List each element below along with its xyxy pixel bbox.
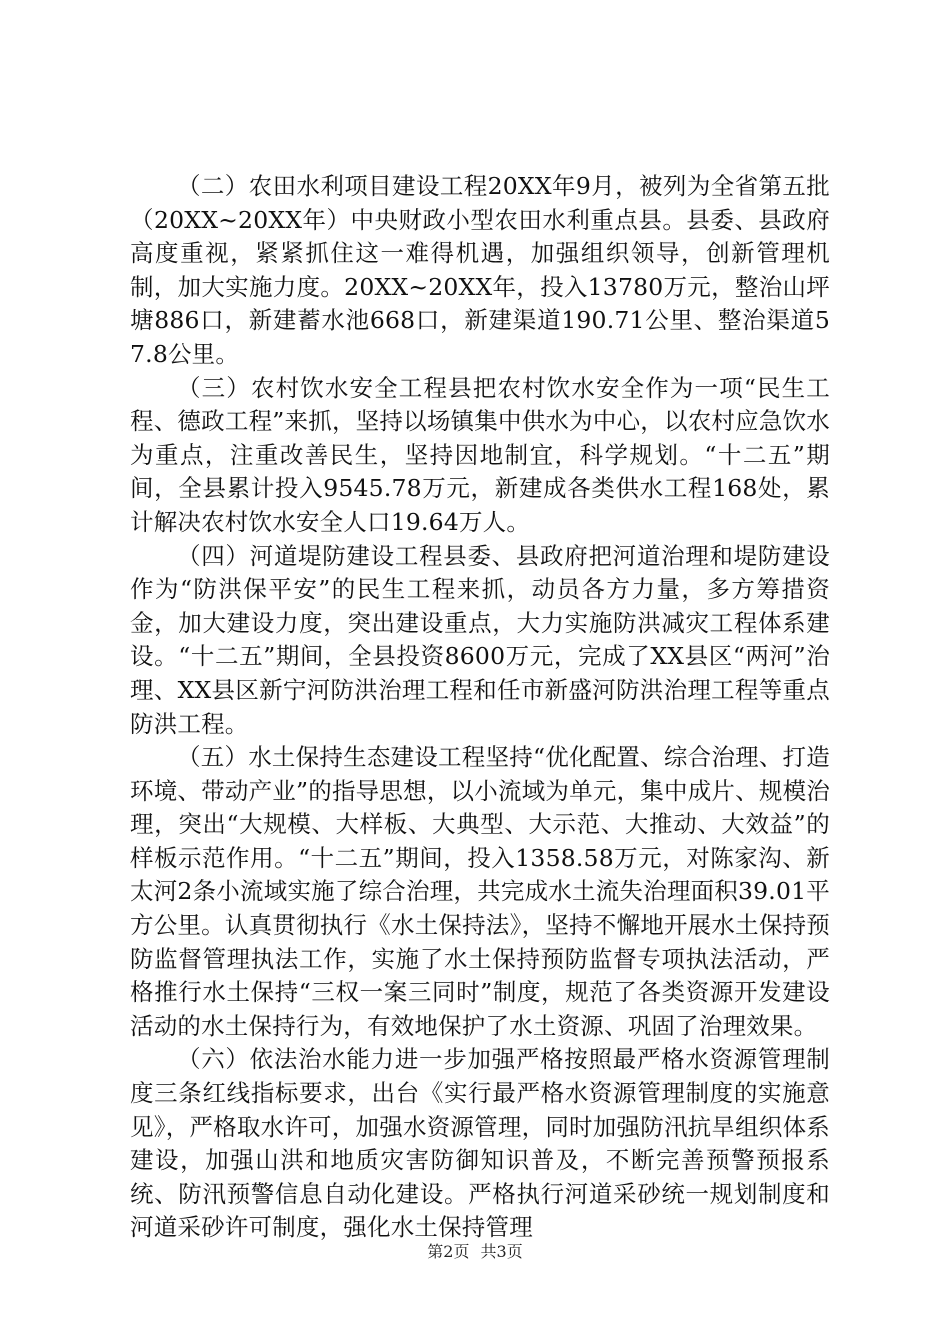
paragraph-river-embankment: （四）河道堤防建设工程县委、县政府把河道治理和堤防建设作为“防洪保平安”的民生工程来抓，动员各方力量，多方筹措资金，加大建设力度，突出建设重点，大力实施防洪减灾工程体系建设。“十二五”期间，全县投资8600万元，完成了XX县区“两河”治理、XX县区新宁河防洪治理工程和任市新盛河防洪治理工程等重点防洪工程。 <box>130 541 830 738</box>
paragraph-soil-water-conservation: （五）水土保持生态建设工程坚持“优化配置、综合治理、打造环境、带动产业”的指导思想，以小流域为单元，集中成片、规模治理，突出“大规模、大样板、大典型、大示范、大推动、大效益”的样板示范作用。“十二五”期间，投入1358.58万元，对陈家沟、新太河2条小流域实施了综合治理，共完成水土流失治理面积39.01平方公里。认真贯彻执行《水土保持法》，坚持不懈地开展水土保持预防监督管理执法工作，实施了水土保持预防监督专项执法活动，严格推行水土保持“三权一案三同时”制度，规范了各类资源开发建设活动的水土保持行为，有效地保护了水土资源、巩固了治理效果。 <box>130 743 830 1040</box>
paragraph-farmland-irrigation: （二）农田水利项目建设工程20XX年9月，被列为全省第五批（20XX~20XX年）中央财政小型农田水利重点县。县委、县政府高度重视，紧紧抓住这一难得机遇，加强组织领导，创新管理机制，加大实施力度。20XX~20XX年，投入13780万元，整治山坪塘886口，新建蓄水池668口，新建渠道190.71公里、整治渠道57.8公里。 <box>130 172 830 368</box>
document-body <box>130 170 830 1245</box>
page-footer <box>0 1242 950 1262</box>
page-number: 第2页 <box>427 1242 470 1261</box>
page-total: 共3页 <box>480 1242 523 1261</box>
paragraph-water-governance: （六）依法治水能力进一步加强严格按照最严格水资源管理制度三条红线指标要求，出台《实行最严格水资源管理制度的实施意见》，严格取水许可，加强水资源管理，同时加强防汛抗旱组织体系建设，加强山洪和地质灾害防御知识普及，不断完善预警预报系统、防汛预警信息自动化建设。严格执行河道采砂统一规划制度和河道采砂许可制度，强化水土保持管理 <box>130 1045 830 1242</box>
paragraph-rural-drinking-water: （三）农村饮水安全工程县把农村饮水安全作为一项“民生工程、德政工程”来抓，坚持以场镇集中供水为中心，以农村应急饮水为重点，注重改善民生，坚持因地制宜，科学规划。“十二五”期间，全县累计投入9545.78万元，新建成各类供水工程168处，累计解决农村饮水安全人口19.64万人。 <box>130 373 830 536</box>
